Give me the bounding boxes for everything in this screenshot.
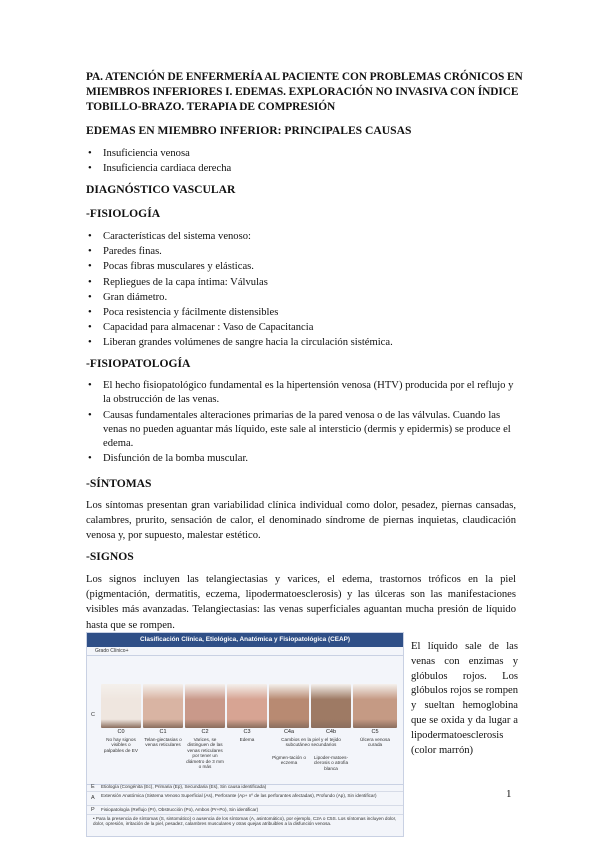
leg-photo-c4a <box>269 684 309 728</box>
ceap-code: C4b <box>325 729 337 735</box>
sintomas-paragraph: Los síntomas presentan gran variabilidad clínica individual como dolor, pesadez, piernas cansadas, calambres, prurito, sensación de calor, el denominado síndrome de piernas inquietas, claudicación venosa y, por supuesto, malestar estético. <box>86 500 516 542</box>
leg-photo-c1 <box>143 684 183 728</box>
leg-photo-c2 <box>185 684 225 728</box>
list-item: • Disfunción de la bomba muscular. <box>86 452 518 466</box>
edemas-heading: EDEMAS EN MIEMBRO INFERIOR: PRINCIPALES CAUSAS <box>86 124 412 137</box>
list-item: • Poca resistencia y fácilmente distensibles <box>86 305 393 320</box>
edemas-list <box>86 146 231 176</box>
list-item: • Paredes finas. <box>86 244 393 259</box>
ceap-code: C0 <box>117 729 125 735</box>
ceap-description: Varices, se distinguen de las venas reticulares por tener un diámetro de 3 mm o más <box>186 737 224 770</box>
ceap-row-c <box>87 655 403 785</box>
ceap-description: No hay signos visibles o palpables de EV <box>103 737 139 753</box>
leg-photo-c0 <box>101 684 141 728</box>
ceap-code: C5 <box>371 729 379 735</box>
leg-photo-c5 <box>353 684 397 728</box>
ceap-row-text: Etiología (Congénita (Ec), Primaria (Ep), Secundaria (Es), Sin causa identificada) <box>101 784 267 789</box>
ceap-description: Úlcera venosa curada <box>360 737 390 748</box>
ceap-c4-group: Cambios en la piel y el tejido subcutáneo secundarios <box>281 737 341 748</box>
list-item: • Pocas fibras musculares y elásticas. <box>86 259 393 274</box>
ceap-code: C3 <box>243 729 251 735</box>
ceap-row-letter: A <box>91 795 95 801</box>
ceap-row-e <box>87 784 403 792</box>
ceap-classification-figure <box>86 632 404 837</box>
list-item: • Causas fundamentales alteraciones primarias de la pared venosa o de las válvulas. Cuando las venas no pueden aguantar más líquido, este sale al intersticio (dermis y epidermis) se produce el edema. <box>86 409 518 451</box>
page-number: 1 <box>506 788 512 800</box>
document-title: PA. ATENCIÓN DE ENFERMERÍA AL PACIENTE CON PROBLEMAS CRÓNICOS EN MIEMBROS INFERIORES I. EDEMAS. EXPLORACIÓN NO INVASIVA CON ÍNDICE TOBILLO-BRAZO. TERAPIA DE COMPRESIÓN <box>86 71 523 113</box>
signos-heading: -SIGNOS <box>86 550 134 563</box>
ceap-code: C2 <box>201 729 209 735</box>
ceap-header: Clasificación Clínica, Etiológica, Anatómica y Fisiopatológica (CEAP) <box>87 633 403 647</box>
side-paragraph: El líquido sale de las venas con enzimas y glóbulos rojos. Los glóbulos rojos se rompen y sueltan hemoglobina que se oxida y da lugar a lipodermatoesclerosis (color marrón) <box>411 641 518 756</box>
list-item: • Insuficiencia cardiaca derecha <box>86 161 231 176</box>
list-item: • Repliegues de la capa íntima: Válvulas <box>86 275 393 290</box>
list-item: • Características del sistema venoso: <box>86 229 393 244</box>
list-item: • Insuficiencia venosa <box>86 146 231 161</box>
ceap-row-p <box>87 807 403 815</box>
ceap-description: Edema <box>239 737 255 742</box>
ceap-subheader: Grado Clínico+ <box>95 648 129 654</box>
leg-photo-c3 <box>227 684 267 728</box>
ceap-footnote: • Para la presencia de síntomas (S, sintomático) o ausencia de los síntomas (A, asintomático), por ejemplo, C2A o C5S. Los síntomas incluyen dolor, dolor, opresión, irritación de la piel, pesadez, calambres musculares y otras quejas atribuibles a la disfunción venosa. <box>93 816 397 827</box>
ceap-row-text: Extensión Anatómica (Sistema Venoso Superficial (As), Perforante (Ap+ nº de las perforantes afectadas), Profundo (Ap), Sin identificar) <box>101 793 377 798</box>
list-item: • El hecho fisiopatológico fundamental es la hipertensión venosa (HTV) producida por el reflujo y la obstrucción de las venas. <box>86 379 518 407</box>
fisiologia-heading: -FISIOLOGÍA <box>86 207 161 220</box>
ceap-row-text: Fisiopatología (Reflujo (Pr), Obstrucción (Po), Ambos (Pr+Po), Sin identificar) <box>101 807 259 812</box>
ceap-row-letter: P <box>91 807 95 813</box>
ceap-code: C4a <box>283 729 295 735</box>
leg-photo-c4b <box>311 684 351 728</box>
ceap-row-letter: E <box>91 784 95 790</box>
list-item: • Liberan grandes volúmenes de sangre hacia la circulación sistémica. <box>86 335 393 350</box>
fisiopatologia-list <box>86 379 518 468</box>
ceap-description: Telan-giectasias o venas reticulares <box>144 737 182 748</box>
fisiologia-list <box>86 229 393 351</box>
list-item: • Capacidad para almacenar : Vaso de Capacitancia <box>86 320 393 335</box>
ceap-description: Lipoder-matoes-clerosis o atrofia blanca <box>313 755 349 771</box>
ceap-row-a <box>87 793 403 806</box>
ceap-code: C1 <box>159 729 167 735</box>
diagnostico-heading: DIAGNÓSTICO VASCULAR <box>86 183 236 196</box>
ceap-row-letter: C <box>91 712 95 718</box>
sintomas-heading: -SÍNTOMAS <box>86 477 152 490</box>
ceap-description: Pigmen-tación o eczema <box>272 755 306 766</box>
list-item: • Gran diámetro. <box>86 290 393 305</box>
signos-paragraph: Los signos incluyen las telangiectasias y varices, el edema, trastornos tróficos en la piel (pigmentación, dermatitis, eczema, lipodermatoesclerosis) y las úlceras son las manifestaciones visibles más avanzadas. Telangiectasias: las venas superficiales aguantan mucha presión de líquido hasta que se rompen. <box>86 574 516 631</box>
fisiopatologia-heading: -FISIOPATOLOGÍA <box>86 357 191 370</box>
